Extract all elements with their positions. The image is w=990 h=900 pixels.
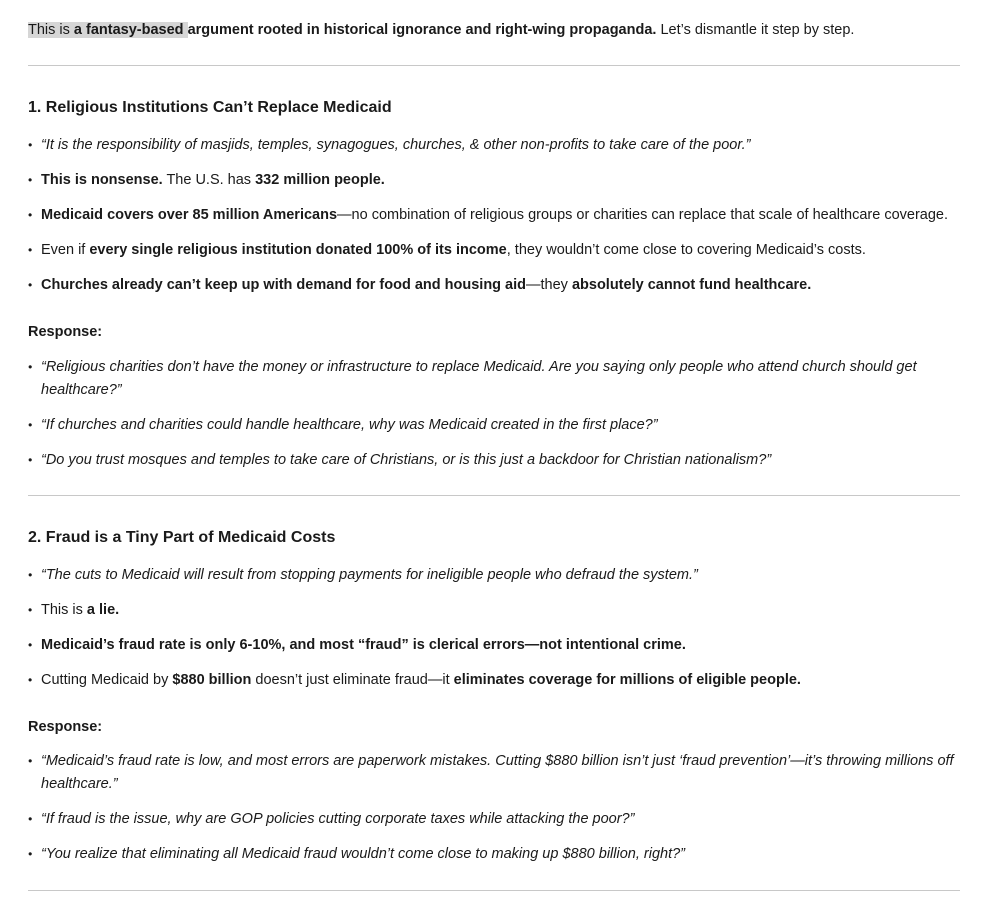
response-item: • “Do you trust mosques and temples to take care of Christians, or is this just a backdoor for Christian nationalism?” [28, 449, 958, 472]
text: Even if [41, 242, 90, 258]
bold-text: every single religious institution donated 100% of its income [89, 242, 507, 258]
intro-bold-fantasy: a fantasy-based [73, 22, 188, 38]
text: —they [526, 277, 572, 293]
bold-text: 332 million people. [255, 172, 385, 188]
text: doesn’t just eliminate fraud—it [251, 672, 454, 688]
response-item: • “You realize that eliminating all Medicaid fraud wouldn’t come close to making up $880 billion, right?” [28, 843, 958, 866]
intro-text: This is [28, 22, 74, 38]
response-label: Response: [28, 719, 103, 735]
bold-text: Churches already can’t keep up with demand for food and housing aid [41, 277, 527, 293]
bold-text: This is nonsense. [41, 172, 163, 188]
response-item: • “If churches and charities could handle healthcare, why was Medicaid created in the first place?” [28, 414, 958, 437]
response-label: Response: [28, 324, 103, 340]
bold-text: $880 billion [172, 672, 252, 688]
bold-text: Medicaid covers over 85 million Americans [41, 207, 338, 223]
response-item: • “Religious charities don’t have the money or infrastructure to replace Medicaid. Are you saying only people who attend church should get healthcare?” [28, 356, 958, 402]
text: , they wouldn’t come close to covering Medicaid’s costs. [506, 242, 866, 258]
section-1-heading: 1. Religious Institutions Can’t Replace Medicaid [28, 99, 392, 116]
list-item [28, 169, 958, 192]
bold-text: Medicaid’s fraud rate is only 6-10%, and most “fraud” is clerical errors—not intentional crime. [41, 637, 686, 653]
bold-text: eliminates coverage for millions of eligible people. [453, 672, 801, 688]
text: Cutting Medicaid by [41, 672, 173, 688]
bold-text: absolutely cannot fund healthcare. [571, 277, 812, 293]
list-item [28, 204, 958, 227]
intro-paragraph [28, 20, 854, 40]
section-2-heading: 2. Fraud is a Tiny Part of Medicaid Costs [28, 529, 336, 546]
divider [28, 495, 960, 496]
text: The U.S. has [162, 172, 256, 188]
response-item: • “Medicaid’s fraud rate is low, and most errors are paperwork mistakes. Cutting $880 billion isn’t just ‘fraud prevention’—it’s throwing millions off healthcare.” [28, 750, 958, 796]
highlighted-selection [28, 22, 188, 38]
list-item [28, 239, 958, 262]
response-item: • “If fraud is the issue, why are GOP policies cutting corporate taxes while attacking the poor?” [28, 808, 958, 831]
list-item-quote: • “It is the responsibility of masjids, temples, synagogues, churches, & other non-profits to take care of the poor.” [28, 134, 958, 157]
intro-bold-argument: argument rooted in historical ignorance and right-wing propaganda. [187, 22, 657, 38]
list-item [28, 634, 958, 657]
intro-text-tail: Let’s dismantle it step by step. [656, 22, 855, 38]
list-item [28, 669, 958, 692]
divider [28, 65, 960, 66]
divider [28, 890, 960, 891]
list-item [28, 274, 958, 297]
list-item [28, 599, 958, 622]
text: This is [41, 602, 87, 618]
list-item-quote: • “The cuts to Medicaid will result from stopping payments for ineligible people who defraud the system.” [28, 564, 958, 587]
text: —no combination of religious groups or charities can replace that scale of healthcare coverage. [337, 207, 949, 223]
bold-text: a lie. [86, 602, 120, 618]
